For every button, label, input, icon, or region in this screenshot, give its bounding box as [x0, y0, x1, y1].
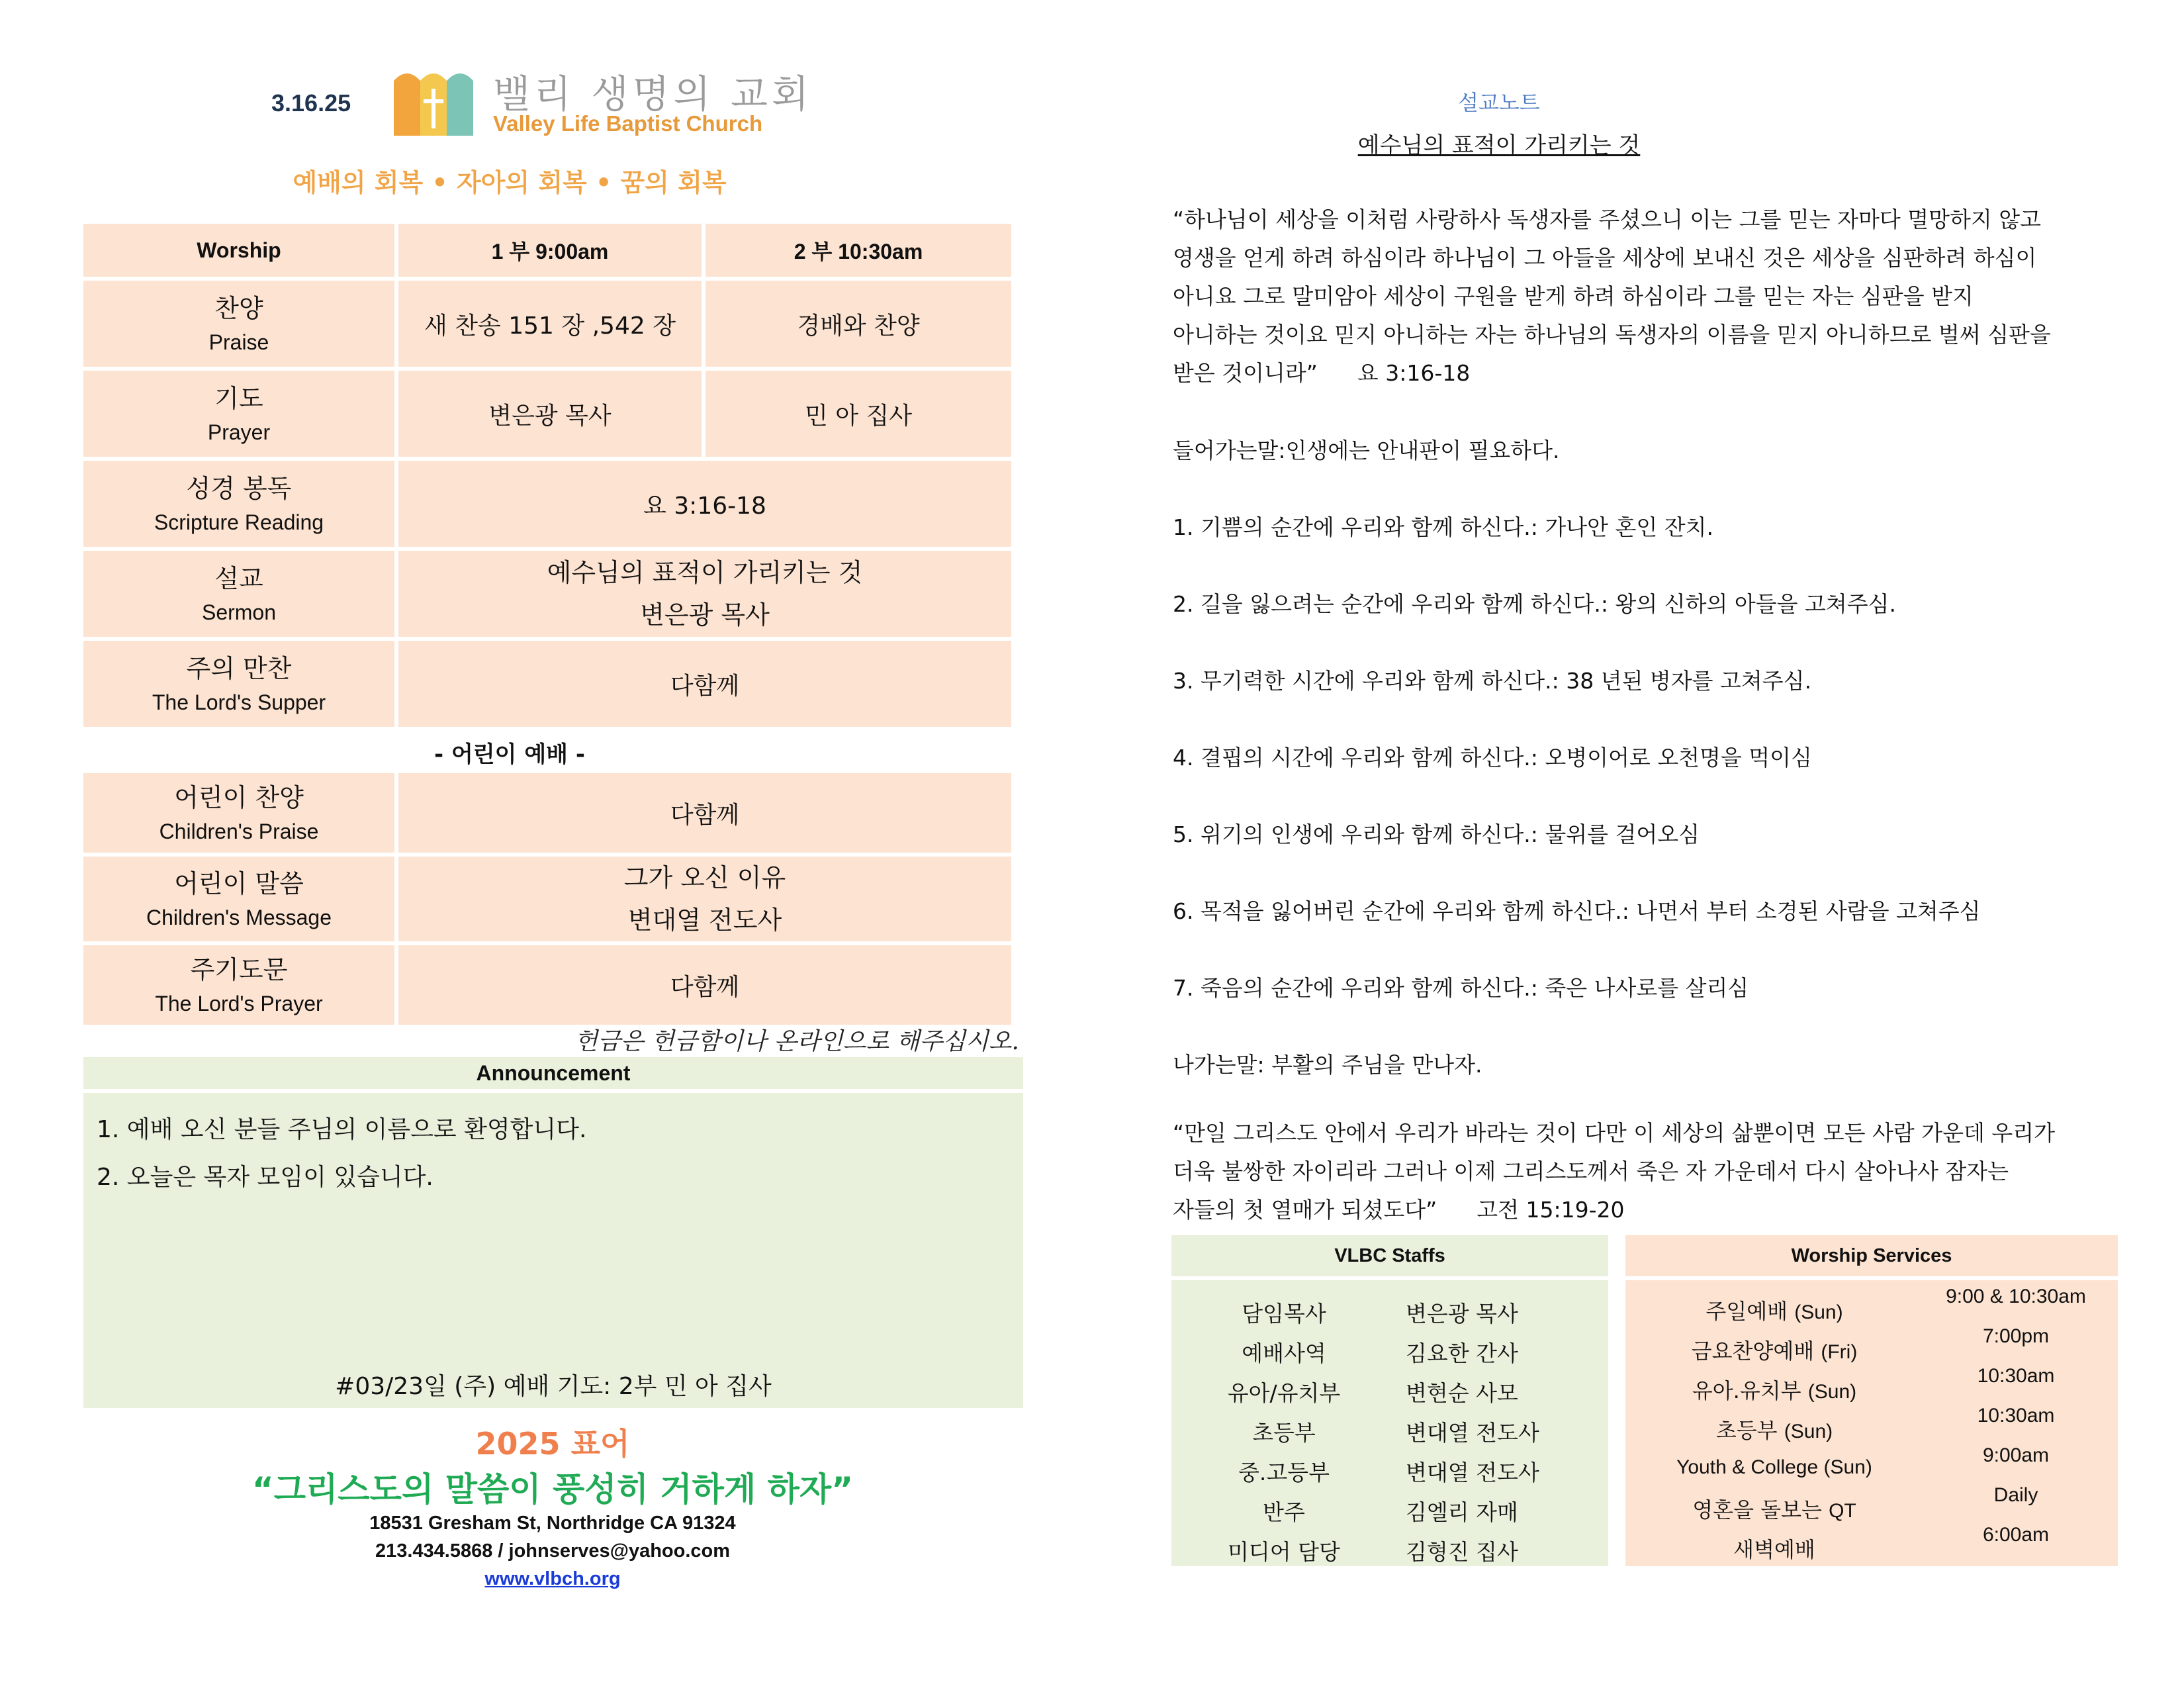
offering-note: 헌금은 헌금함이나 온라인으로 해주십시오.	[574, 1028, 1019, 1055]
item-label	[83, 945, 394, 1025]
item-label-ko: 어린이 찬양	[174, 783, 304, 812]
sermon-title: 예수님의 표적이 가리키는 것	[547, 558, 863, 587]
verse-reference: 고전 15:19-20	[1477, 1197, 1625, 1223]
sermon-point: 5. 위기의 인생에 우리와 함께 하신다.: 물위를 걸어오심	[1173, 821, 1700, 847]
item-label-en: Scripture Reading	[154, 510, 324, 534]
verse-line: 더욱 불쌍한 자이리라 그러나 이제 그리스도께서 죽은 자 가운데서 다시 살아나사 잠자는	[1173, 1158, 2009, 1184]
staff-name: 변현순 사모	[1406, 1380, 1518, 1406]
service-name-ko: 새벽예배	[1733, 1537, 1815, 1562]
list-item	[1625, 1444, 2118, 1484]
sermon-value	[398, 551, 1011, 637]
list-item	[1625, 1405, 2118, 1444]
service-name-en: QT	[1829, 1500, 1856, 1522]
item-label-ko: 주의 만찬	[186, 654, 292, 683]
kids-praise-value: 다함께	[398, 773, 1011, 853]
verse-line-text: 자들의 첫 열매가 되셨도다”	[1173, 1197, 1437, 1223]
item-label-en: Children's Message	[146, 906, 332, 929]
service-time: 9:00am	[1982, 1444, 2050, 1466]
year-theme-verse: “그리스도의 말씀이 풍성히 거하게 하자”	[251, 1470, 854, 1509]
verse-line: “하나님이 세상을 이처럼 사랑하사 독생자를 주셨으니 이는 그를 믿는 자마다 멸망하지 않고	[1173, 207, 2041, 232]
item-label-en: The Lord's Prayer	[155, 992, 323, 1015]
item-label-ko: 기도	[214, 384, 263, 413]
table-row-sermon	[83, 551, 1011, 637]
list-item	[1171, 1292, 1608, 1332]
service-name-en: (Sun)	[1784, 1421, 1833, 1442]
staff-role: 유아/유치부	[1227, 1380, 1341, 1406]
staff-name: 변대열 전도사	[1406, 1419, 1539, 1446]
church-address: 18531 Gresham St, Northridge CA 91324	[369, 1513, 736, 1534]
list-item	[1625, 1524, 2118, 1564]
staff-name: 변은광 목사	[1406, 1300, 1518, 1327]
item-label-ko: 설교	[214, 564, 263, 593]
verse-line: 아니하는 것이요 믿지 아니하는 자는 하나님의 독생자의 이름을 믿지 아니하므로 벌써 심판을	[1173, 322, 2051, 348]
praise-second: 경배와 찬양	[705, 281, 1011, 367]
services-title: Worship Services	[1625, 1235, 2118, 1276]
worship-table-header	[83, 224, 1011, 277]
item-label	[83, 857, 394, 941]
opening-verse	[1173, 201, 2093, 393]
staff-role: 담임목사	[1242, 1300, 1326, 1327]
service-name	[1625, 1325, 1923, 1365]
sermon-closing: 나가는말: 부활의 주님을 만나자.	[1173, 1052, 1482, 1078]
item-label	[83, 551, 394, 637]
item-label	[83, 461, 394, 547]
worship-order-table	[79, 220, 1015, 731]
announcement-prayer-note: #03/23일 (주) 예배 기도: 2부 민 아 집사	[335, 1373, 772, 1400]
announcement-title: Announcement	[83, 1057, 1023, 1089]
staff-name: 김엘리 자매	[1406, 1499, 1518, 1525]
verse-line: 아니요 그로 말미암아 세상이 구원을 받게 하려 하심이라 그를 믿는 자는 심판을 받지	[1173, 283, 1974, 309]
item-label-en: The Lord's Supper	[152, 690, 326, 714]
verse-line	[1173, 1191, 2093, 1229]
kids-message-value	[398, 857, 1011, 941]
sermon-intro: 들어가는말:인생에는 안내판이 필요하다.	[1173, 438, 1560, 463]
service-time: 7:00pm	[1982, 1325, 2050, 1347]
item-label-ko: 어린이 말씀	[174, 869, 304, 898]
year-theme-title: 2025 표어	[475, 1426, 630, 1462]
service-name	[1625, 1405, 1923, 1444]
service-name-en: (Fri)	[1821, 1341, 1858, 1363]
verse-line	[1173, 354, 2093, 393]
service-name	[1625, 1286, 1923, 1325]
service-time: 9:00 & 10:30am	[1946, 1286, 2086, 1307]
sermon-point: 3. 무기력한 시간에 우리와 함께 하신다.: 38 년된 병자를 고쳐주심.	[1173, 668, 1812, 694]
kids-worship-table	[79, 769, 1015, 1029]
table-row-scripture	[83, 461, 1011, 547]
service-name	[1625, 1365, 1923, 1405]
announcement-body	[83, 1093, 1023, 1408]
church-logo-icon	[394, 66, 473, 136]
item-label-en: Praise	[208, 330, 269, 354]
sermon-point: 7. 죽음의 순간에 우리와 함께 하신다.: 죽은 나사로를 살리심	[1173, 975, 1749, 1001]
church-name-korean: 밸리 생명의 교회	[493, 71, 813, 117]
list-item	[1625, 1325, 2118, 1365]
church-website-link[interactable]: www.vlbch.org	[484, 1568, 621, 1589]
sermon-preacher: 변은광 목사	[640, 600, 770, 630]
bulletin-date: 3.16.25	[271, 89, 351, 117]
staffs-box	[1171, 1235, 1608, 1566]
announcement-box	[83, 1057, 1023, 1408]
item-label	[83, 281, 394, 367]
service-name-ko: 금요찬양예배	[1691, 1338, 1815, 1364]
item-label-ko: 찬양	[214, 294, 263, 323]
church-name-english: Valley Life Baptist Church	[493, 111, 763, 136]
item-label-en: Prayer	[207, 420, 271, 444]
closing-verse	[1173, 1114, 2093, 1229]
sermon-notes-title: 예수님의 표적이 가리키는 것	[1357, 132, 1641, 159]
list-item	[1625, 1365, 2118, 1405]
service-name-ko: 영혼을 돌보는	[1692, 1497, 1822, 1523]
table-row-kids-praise	[83, 773, 1011, 853]
announcement-item: 2. 오늘은 목자 모임이 있습니다.	[97, 1164, 433, 1191]
header-worship: Worship	[83, 224, 394, 277]
staff-role: 예배사역	[1242, 1340, 1326, 1366]
staff-role: 반주	[1263, 1499, 1305, 1525]
item-label	[83, 641, 394, 727]
staff-role: 초등부	[1252, 1419, 1316, 1446]
item-label	[83, 773, 394, 853]
service-time: 10:30am	[1977, 1405, 2055, 1427]
services-box	[1625, 1235, 2118, 1566]
praise-first: 새 찬송 151 장 ,542 장	[398, 281, 702, 367]
list-item	[1625, 1286, 2118, 1325]
list-item	[1171, 1530, 1608, 1570]
verse-line-text: 받은 것이니라”	[1173, 360, 1318, 386]
service-name-en: (Sun)	[1794, 1301, 1843, 1323]
service-name-ko: 주일예배	[1706, 1299, 1788, 1324]
bulletin-notes	[1092, 0, 2184, 1688]
kids-worship-title: - 어린이 예배 -	[434, 741, 585, 768]
item-label-en: Sermon	[201, 600, 277, 624]
item-label-ko: 주기도문	[190, 955, 288, 984]
church-phone-email: 213.434.5868 / johnserves@yahoo.com	[375, 1540, 731, 1562]
item-label	[83, 371, 394, 457]
header-first-service: 1 부 9:00am	[398, 224, 702, 277]
header-second-service: 2 부 10:30am	[705, 224, 1011, 277]
services-list	[1625, 1280, 2118, 1566]
table-row-praise	[83, 281, 1011, 367]
list-item	[1171, 1372, 1608, 1411]
kids-message-title: 그가 오신 이유	[623, 863, 786, 892]
supper-value: 다함께	[398, 641, 1011, 727]
sermon-point: 4. 결핍의 시간에 우리와 함께 하신다.: 오병이어로 오천명을 먹이심	[1173, 745, 1812, 771]
service-name	[1625, 1444, 1923, 1479]
staff-name: 김형진 집사	[1406, 1538, 1518, 1565]
verse-reference: 요 3:16-18	[1357, 360, 1471, 386]
list-item	[1171, 1491, 1608, 1530]
prayer-first: 변은광 목사	[398, 371, 702, 457]
item-label-ko: 성경 봉독	[186, 474, 292, 503]
table-row-kids-message	[83, 857, 1011, 941]
verse-line: “만일 그리스도 안에서 우리가 바라는 것이 다만 이 세상의 삶뿐이면 모든 사람 가운데 우리가	[1173, 1120, 2055, 1146]
service-name-ko: 유아.유치부	[1692, 1378, 1801, 1403]
service-name	[1625, 1524, 1923, 1564]
service-time: 10:30am	[1977, 1365, 2055, 1387]
church-motto: 예배의 회복 • 자아의 회복 • 꿈의 회복	[293, 168, 727, 197]
staff-name: 김요한 간사	[1406, 1340, 1518, 1366]
kids-prayer-value: 다함께	[398, 945, 1011, 1025]
table-row-kids-prayer	[83, 945, 1011, 1025]
table-row-supper	[83, 641, 1011, 727]
staff-role: 미디어 담당	[1228, 1538, 1340, 1565]
verse-line: 영생을 얻게 하려 하심이라 하나님이 그 아들을 세상에 보내신 것은 세상을 심판하려 하심이	[1173, 245, 2037, 271]
sermon-point: 2. 길을 잃으려는 순간에 우리와 함께 하신다.: 왕의 신하의 아들을 고쳐주심.	[1173, 591, 1896, 617]
service-time: 6:00am	[1982, 1524, 2050, 1546]
kids-message-preacher: 변대열 전도사	[627, 906, 782, 935]
list-item	[1171, 1411, 1608, 1451]
table-row-prayer	[83, 371, 1011, 457]
sermon-notes-label: 설교노트	[1458, 90, 1540, 115]
list-item	[1625, 1484, 2118, 1524]
staffs-list	[1171, 1280, 1608, 1566]
prayer-second: 민 아 집사	[705, 371, 1011, 457]
sermon-point: 1. 기쁨의 순간에 우리와 함께 하신다.: 가나안 혼인 잔치.	[1173, 514, 1713, 540]
service-name-en: Youth & College (Sun)	[1676, 1456, 1872, 1478]
staff-role: 중.고등부	[1238, 1459, 1330, 1485]
item-label-en: Children's Praise	[159, 820, 319, 843]
list-item	[1171, 1332, 1608, 1372]
announcement-item: 1. 예배 오신 분들 주님의 이름으로 환영합니다.	[97, 1116, 587, 1143]
staffs-title: VLBC Staffs	[1171, 1235, 1608, 1276]
service-name-ko: 초등부	[1715, 1418, 1778, 1443]
service-time: Daily	[1993, 1484, 2038, 1506]
service-name-en: (Sun)	[1807, 1381, 1857, 1403]
sermon-point: 6. 목적을 잃어버린 순간에 우리와 함께 하신다.: 나면서 부터 소경된 사람을 고쳐주심	[1173, 898, 1981, 924]
service-name	[1625, 1484, 1923, 1524]
staff-name: 변대열 전도사	[1406, 1459, 1539, 1485]
list-item	[1171, 1451, 1608, 1491]
scripture-value: 요 3:16-18	[398, 461, 1011, 547]
